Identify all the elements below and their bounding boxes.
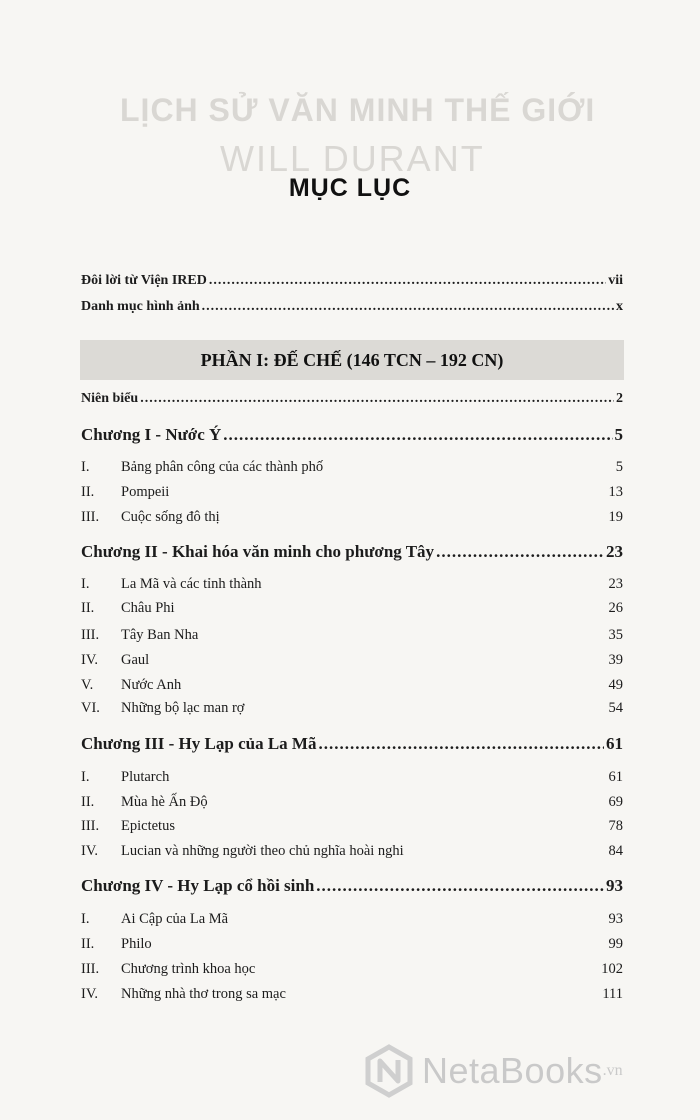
section-page: 69 xyxy=(608,794,623,810)
ghost-series-title: LỊCH SỬ VĂN MINH THẾ GIỚI xyxy=(120,92,596,128)
section-title: Gaul xyxy=(121,652,150,668)
toc-entry-page: x xyxy=(616,299,623,314)
section-title: Ai Cập của La Mã xyxy=(121,911,229,927)
section-page: 26 xyxy=(608,600,623,616)
section-page: 54 xyxy=(608,700,623,716)
toc-section[interactable] xyxy=(81,700,623,717)
section-title: Philo xyxy=(121,936,152,952)
section-number: III. xyxy=(81,627,100,643)
section-number: II. xyxy=(81,794,95,810)
section-number: III. xyxy=(81,818,100,834)
section-page: 13 xyxy=(608,484,623,500)
toc-entry-chronology[interactable] xyxy=(81,391,623,407)
toc-chapter-4[interactable] xyxy=(81,876,623,896)
toc-section[interactable] xyxy=(81,986,623,1003)
toc-section[interactable] xyxy=(81,600,623,617)
section-page: 61 xyxy=(608,769,623,785)
leader-dots xyxy=(436,542,604,562)
toc-section[interactable] xyxy=(81,509,623,526)
section-title: Tây Ban Nha xyxy=(121,627,199,643)
section-page: 78 xyxy=(608,818,623,834)
section-title: Mùa hè Ấn Độ xyxy=(121,794,208,810)
section-number: I. xyxy=(81,459,90,475)
page-title: MỤC LỤC xyxy=(288,174,412,202)
section-page: 99 xyxy=(608,936,623,952)
chapter-label: Chương I - Nước Ý xyxy=(81,425,222,444)
section-number: IV. xyxy=(81,843,99,859)
section-number: IV. xyxy=(81,986,99,1002)
toc-section[interactable] xyxy=(81,843,623,860)
watermark-suffix: .vn xyxy=(602,1062,623,1079)
toc-entry-foreword[interactable] xyxy=(81,273,623,289)
section-page: 102 xyxy=(601,961,623,977)
toc-section[interactable] xyxy=(81,652,623,669)
toc-section[interactable] xyxy=(81,769,623,786)
toc-section[interactable] xyxy=(81,627,623,644)
toc-section[interactable] xyxy=(81,484,623,501)
watermark-brand: NetaBooks xyxy=(422,1050,603,1091)
toc-section[interactable] xyxy=(81,911,623,928)
toc-entry-label: Niên biểu xyxy=(81,391,139,406)
section-number: III. xyxy=(81,961,100,977)
toc-entry-label: Đôi lời từ Viện IRED xyxy=(81,273,207,288)
section-number: II. xyxy=(81,484,95,500)
chapter-page: 61 xyxy=(606,734,623,753)
leader-dots xyxy=(202,299,614,315)
leader-dots xyxy=(140,391,614,407)
toc-section[interactable] xyxy=(81,459,623,476)
netabooks-logo-icon xyxy=(362,1044,416,1098)
section-page: 49 xyxy=(608,677,623,693)
section-page: 23 xyxy=(608,576,623,592)
section-page: 111 xyxy=(602,986,623,1002)
section-number: II. xyxy=(81,600,95,616)
toc-entry-label: Danh mục hình ảnh xyxy=(81,299,200,314)
netabooks-watermark xyxy=(362,1044,692,1098)
section-number: IV. xyxy=(81,652,99,668)
toc-section[interactable] xyxy=(81,961,623,978)
toc-section[interactable] xyxy=(81,936,623,953)
toc-section[interactable] xyxy=(81,794,623,811)
section-page: 19 xyxy=(608,509,623,525)
section-page: 39 xyxy=(608,652,623,668)
ghost-author: WILL DURANT xyxy=(220,138,485,179)
section-number: III. xyxy=(81,509,100,525)
chapter-page: 5 xyxy=(614,425,623,444)
toc-chapter-2[interactable] xyxy=(81,542,623,562)
toc-section[interactable] xyxy=(81,677,623,694)
section-title: Plutarch xyxy=(121,769,170,785)
section-title: Bảng phân công của các thành phố xyxy=(121,459,324,475)
toc-section[interactable] xyxy=(81,576,623,593)
toc-section[interactable] xyxy=(81,818,623,835)
toc-entry-page: 2 xyxy=(616,391,623,406)
section-title: Những nhà thơ trong sa mạc xyxy=(121,986,286,1002)
section-title: Những bộ lạc man rợ xyxy=(121,700,245,716)
part-heading: PHẦN I: ĐẾ CHẾ (146 TCN – 192 CN) xyxy=(80,340,624,380)
toc-chapter-3[interactable] xyxy=(81,734,623,754)
section-page: 84 xyxy=(608,843,623,859)
toc-entry-page: vii xyxy=(608,273,623,288)
toc-entry-figures[interactable] xyxy=(81,299,623,315)
leader-dots xyxy=(316,876,604,896)
section-number: I. xyxy=(81,911,90,927)
section-number: II. xyxy=(81,936,95,952)
toc-chapter-1[interactable] xyxy=(81,425,623,445)
section-page: 5 xyxy=(615,459,623,475)
section-page: 93 xyxy=(608,911,623,927)
section-title: Lucian và những người theo chủ nghĩa hoài nghi xyxy=(121,843,404,859)
section-number: I. xyxy=(81,769,90,785)
leader-dots xyxy=(223,425,612,445)
chapter-label: Chương III - Hy Lạp của La Mã xyxy=(81,734,317,753)
chapter-label: Chương II - Khai hóa văn minh cho phương Tây xyxy=(81,542,435,561)
chapter-page: 23 xyxy=(606,542,623,561)
section-title: Nước Anh xyxy=(121,677,182,693)
section-title: La Mã và các tỉnh thành xyxy=(121,576,262,592)
section-page: 35 xyxy=(608,627,623,643)
section-number: VI. xyxy=(81,700,100,716)
chapter-label: Chương IV - Hy Lạp cổ hồi sinh xyxy=(81,876,315,895)
section-title: Pompeii xyxy=(121,484,170,500)
leader-dots xyxy=(318,734,604,754)
section-number: V. xyxy=(81,677,94,693)
section-number: I. xyxy=(81,576,90,592)
section-title: Chương trình khoa học xyxy=(121,961,256,977)
section-title: Châu Phi xyxy=(121,600,175,616)
section-title: Cuộc sống đô thị xyxy=(121,509,220,525)
leader-dots xyxy=(209,273,606,289)
section-title: Epictetus xyxy=(121,818,175,834)
chapter-page: 93 xyxy=(606,876,623,895)
